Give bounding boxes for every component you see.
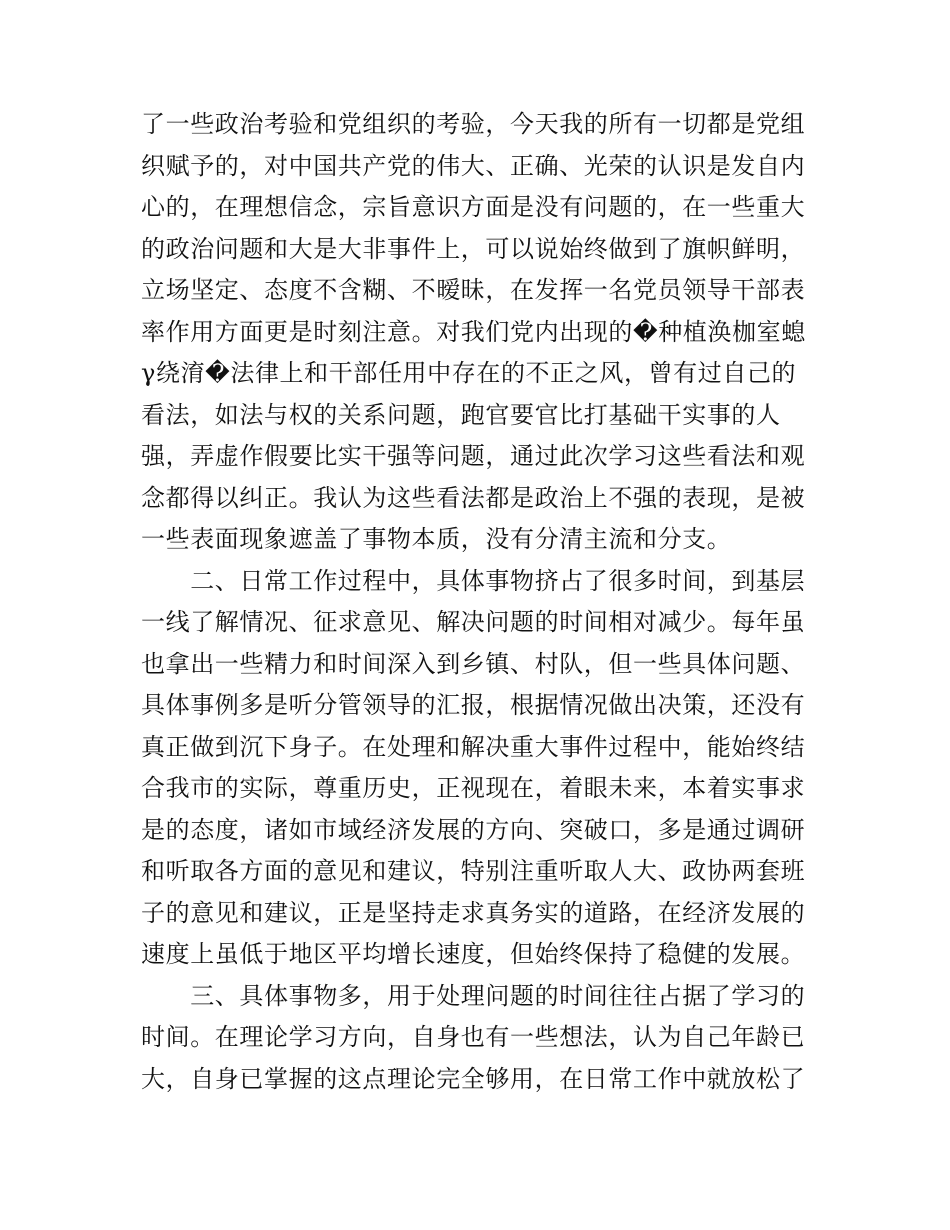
text-line: 的政治问题和大是大非事件上，可以说始终做到了旗帜鲜明， bbox=[141, 234, 806, 263]
paragraph-three-start: 三、具体事物多，用于处理问题的时间往往占据了学习的 bbox=[141, 981, 806, 1010]
text-line: γ绕淯�法律上和干部任用中存在的不正之风，曾有过自己的 bbox=[141, 359, 797, 387]
text-line: 和听取各方面的意见和建议，特别注重听取人大、政协两套班 bbox=[141, 857, 806, 885]
text-line: 念都得以纠正。我认为这些看法都是政治上不强的表现，是被 bbox=[141, 483, 806, 512]
body-text bbox=[141, 104, 821, 1100]
text-line: 看法，如法与权的关系问题，跑官要官比打基础干实事的人 bbox=[141, 400, 781, 429]
text-line: 织赋予的，对中国共产党的伟大、正确、光荣的认识是发自内 bbox=[141, 151, 806, 180]
text-line: 时间。在理论学习方向，自身也有一些想法，认为自己年龄已 bbox=[141, 1023, 806, 1051]
text-line: 子的意见和建议，正是坚持走求真务实的道路，在经济发展的 bbox=[141, 898, 806, 927]
text-line: 立场坚定、态度不含糊、不暧昧，在发挥一名党员领导干部表 bbox=[141, 276, 806, 304]
text-line: 了一些政治考验和党组织的考验，今天我的所有一切都是党组 bbox=[141, 110, 806, 138]
text-line: 一线了解情况、征求意见、解决问题的时间相对减少。每年虽 bbox=[141, 608, 806, 636]
text-line: 心的，在理想信念，宗旨意识方面是没有问题的，在一些重大 bbox=[141, 193, 806, 221]
text-line: 合我市的实际，尊重历史，正视现在，着眼未来，本着实事求 bbox=[141, 774, 806, 802]
text-line: 大，自身已掌握的这点理论完全够用，在日常工作中就放松了 bbox=[141, 1064, 806, 1093]
text-line: 强，弄虚作假要比实干强等问题，通过此次学习这些看法和观 bbox=[141, 442, 806, 470]
text-line: 一些表面现象遮盖了事物本质，没有分清主流和分支。 bbox=[141, 525, 732, 553]
text-line: 真正做到沉下身子。在处理和解决重大事件过程中，能始终结 bbox=[141, 732, 806, 761]
text-line: 是的态度，诸如市域经济发展的方向、突破口，多是通过调研 bbox=[141, 815, 806, 844]
text-line: 具体事例多是听分管领导的汇报，根据情况做出决策，还没有 bbox=[141, 691, 806, 719]
text-line: 率作用方面更是时刻注意。对我们党内出现的�种植涣枷室螅 bbox=[141, 317, 806, 346]
paragraph-two-start: 二、日常工作过程中，具体事物挤占了很多时间，到基层 bbox=[141, 566, 806, 595]
text-line: 也拿出一些精力和时间深入到乡镇、村队，但一些具体问题、 bbox=[141, 649, 806, 678]
text-line: 速度上虽低于地区平均增长速度，但始终保持了稳健的发展。 bbox=[141, 940, 806, 968]
